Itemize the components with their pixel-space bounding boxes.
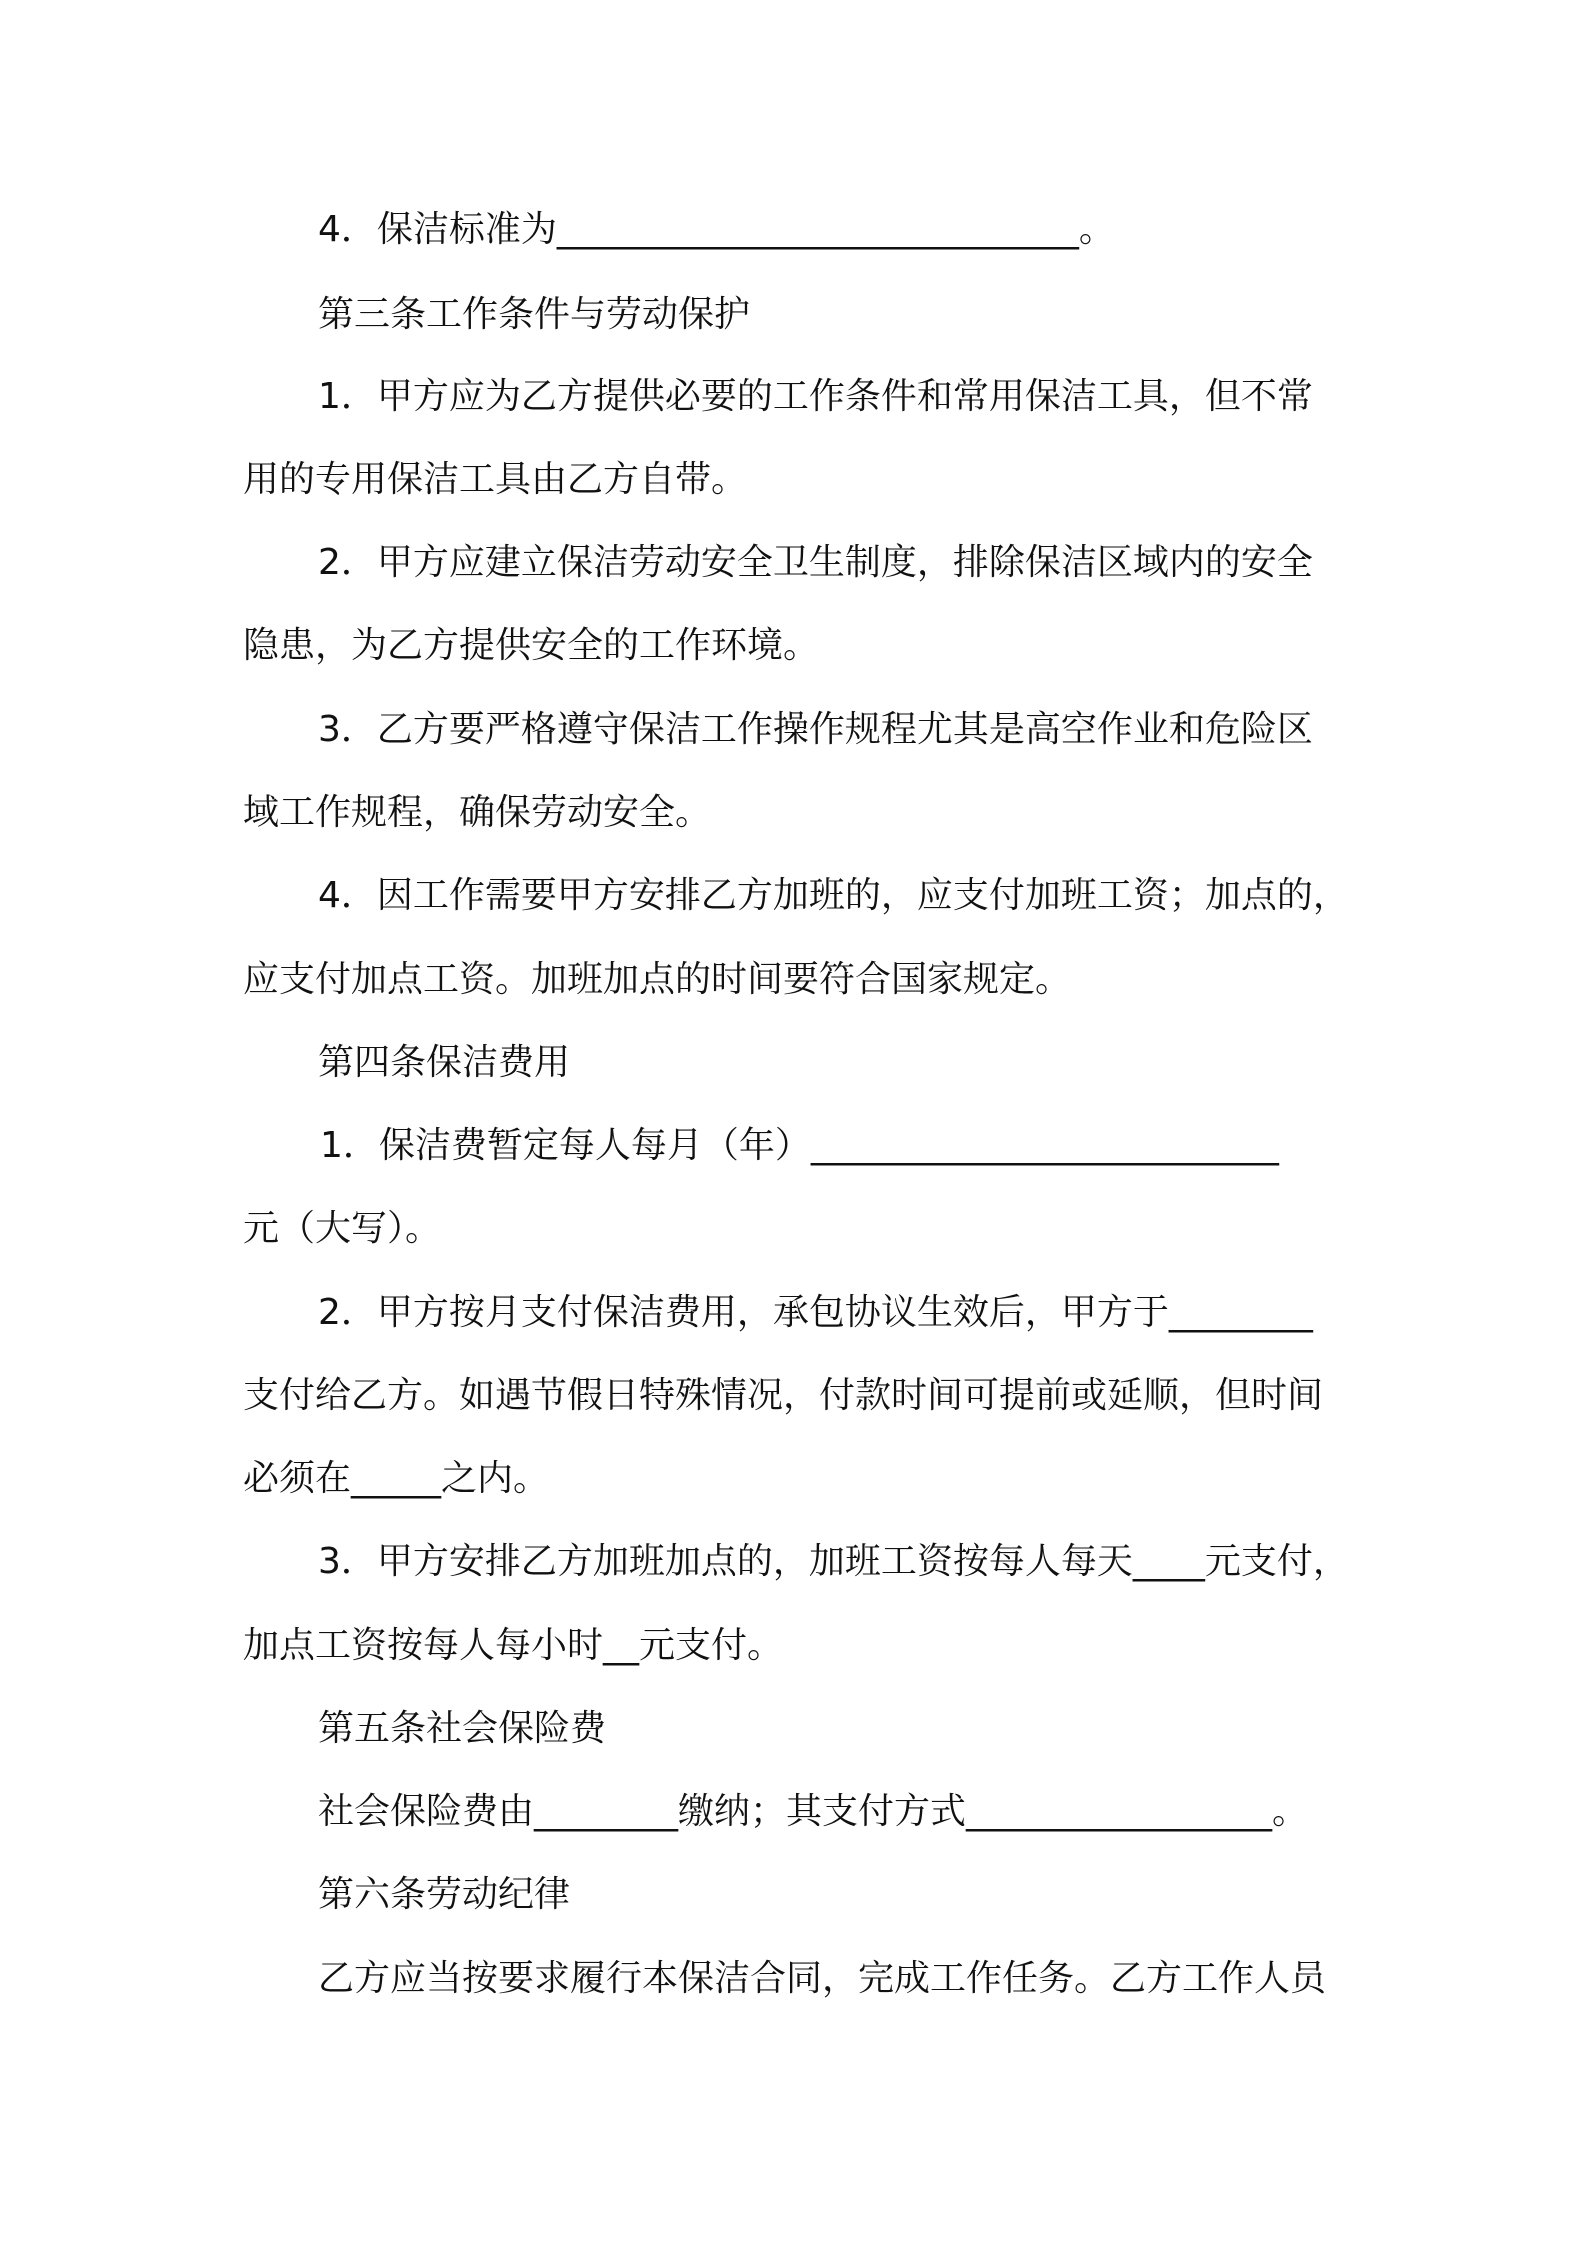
article-3-item-1-line-2: 用的专用保洁工具由乙方自带。 <box>243 459 748 500</box>
clause-2-item-4-cleaning-standard: 4．保洁标准为_____________________________。 <box>318 209 1115 250</box>
article-6-body-line-1: 乙方应当按要求履行本保洁合同，完成工作任务。乙方工作人员 <box>318 1958 1327 1999</box>
article-3-item-1-line-1: 1．甲方应为乙方提供必要的工作条件和常用保洁工具，但不常 <box>318 376 1313 417</box>
article-4-item-1-line-2: 元（大写）。 <box>243 1208 442 1249</box>
article-3-heading: 第三条工作条件与劳动保护 <box>318 294 751 335</box>
article-4-item-3-line-1: 3．甲方安排乙方加班加点的，加班工资按每人每天____元支付， <box>318 1541 1349 1582</box>
article-3-item-3-line-1: 3．乙方要严格遵守保洁工作操作规程尤其是高空作业和危险区 <box>318 709 1313 750</box>
article-5-body: 社会保险费由________缴纳；其支付方式_________________。 <box>318 1791 1309 1832</box>
article-4-item-3-line-2: 加点工资按每人每小时__元支付。 <box>243 1625 784 1666</box>
article-4-item-1-line-1: 1．保洁费暂定每人每月（年）__________________________ <box>320 1125 1279 1166</box>
article-4-heading: 第四条保洁费用 <box>318 1042 571 1083</box>
article-4-item-2-line-3: 必须在_____之内。 <box>243 1458 550 1499</box>
article-3-item-3-line-2: 域工作规程，确保劳动安全。 <box>243 792 712 833</box>
article-3-item-2-line-2: 隐患，为乙方提供安全的工作环境。 <box>243 625 820 666</box>
article-3-item-4-line-1: 4．因工作需要甲方安排乙方加班的，应支付加班工资；加点的， <box>318 875 1349 916</box>
article-4-item-2-line-2: 支付给乙方。如遇节假日特殊情况，付款时间可提前或延顺，但时间 <box>243 1375 1324 1416</box>
article-6-heading: 第六条劳动纪律 <box>318 1874 571 1915</box>
article-5-heading: 第五条社会保险费 <box>318 1708 607 1749</box>
article-4-item-2-line-1: 2．甲方按月支付保洁费用，承包协议生效后，甲方于________ <box>318 1292 1313 1333</box>
article-3-item-2-line-1: 2．甲方应建立保洁劳动安全卫生制度，排除保洁区域内的安全 <box>318 542 1313 583</box>
article-3-item-4-line-2: 应支付加点工资。加班加点的时间要符合国家规定。 <box>243 959 1072 1000</box>
